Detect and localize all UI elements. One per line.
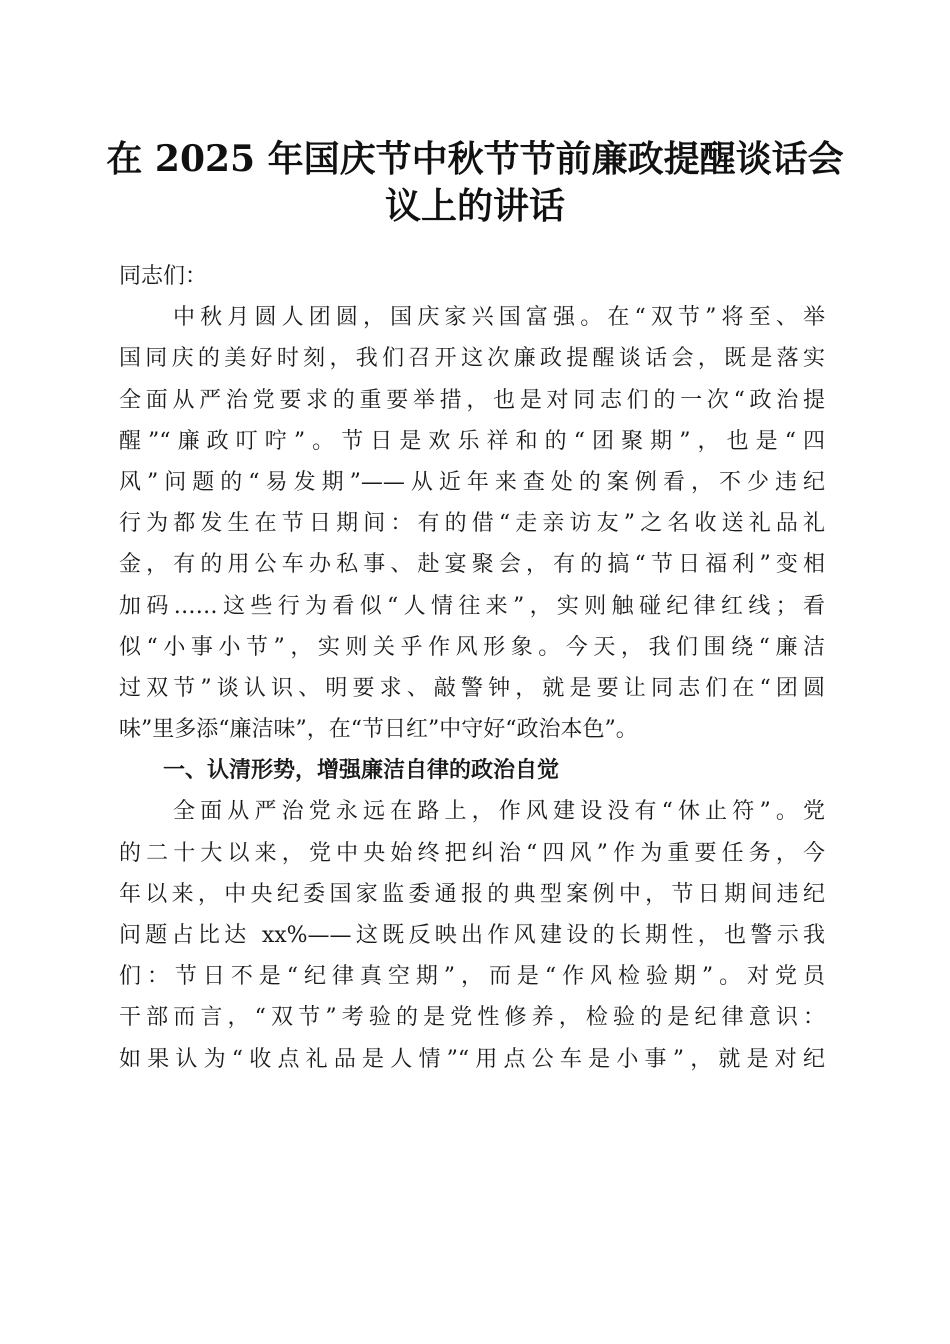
- paragraph-line: 醒”“廉政叮咛”。节日是欢乐祥和的“团聚期”，也是“四: [119, 428, 825, 454]
- document-title: [100, 136, 850, 230]
- paragraph-1: [119, 297, 825, 750]
- section-heading: 一、认清形势，增强廉洁自律的政治自觉: [163, 758, 560, 784]
- title-line: 议上的讲话: [384, 185, 565, 227]
- paragraph-line: 味”里多添“廉洁味”，在“节日红”中守好“政治本色”。: [119, 717, 638, 743]
- paragraph-line: 全面从严治党要求的重要举措，也是对同志们的一次“政治提: [119, 387, 825, 413]
- paragraph-line: 年以来，中央纪委国家监委通报的典型案例中，节日期间违纪: [119, 881, 825, 907]
- salutation: 同志们：: [119, 264, 208, 289]
- paragraph-line: 行为都发生在节日期间：有的借“走亲访友”之名收送礼品礼: [119, 511, 825, 537]
- paragraph-line: 加码……这些行为看似“人情往来”，实则触碰纪律红线；看: [119, 593, 825, 619]
- paragraph-line: 问题占比达 xx%——这既反映出作风建设的长期性，也警示我: [119, 923, 825, 948]
- paragraph-line: 全面从严治党永远在路上，作风建设没有“休止符”。党: [173, 799, 825, 825]
- paragraph-line: 似“小事小节”，实则关乎作风形象。今天，我们围绕“廉洁: [119, 634, 825, 660]
- paragraph-line: 国同庆的美好时刻，我们召开这次廉政提醒谈话会，既是落实: [119, 346, 825, 372]
- paragraph-line: 风”问题的“易发期”——从近年来查处的案例看，不少违纪: [119, 469, 825, 495]
- paragraph-line: 干部而言，“双节”考验的是党性修养，检验的是纪律意识：: [119, 1005, 825, 1031]
- title-line: 在 2025 年国庆节中秋节节前廉政提醒谈话会: [106, 138, 844, 180]
- paragraph-line: 们：节日不是“纪律真空期”，而是“作风检验期”。对党员: [119, 964, 825, 990]
- paragraph-line: 如果认为“收点礼品是人情”“用点公车是小事”，就是对纪: [119, 1046, 825, 1072]
- paragraph-line: 中秋月圆人团圆，国庆家兴国富强。在“双节”将至、举: [173, 305, 825, 331]
- paragraph-line: 过双节”谈认识、明要求、敲警钟，就是要让同志们在“团圆: [119, 675, 825, 701]
- paragraph-line: 的二十大以来，党中央始终把纠治“四风”作为重要任务，今: [119, 840, 825, 866]
- document-body: [119, 256, 825, 1080]
- paragraph-2: [119, 791, 825, 1079]
- paragraph-line: 金，有的用公车办私事、赴宴聚会，有的搞“节日福利”变相: [119, 552, 825, 578]
